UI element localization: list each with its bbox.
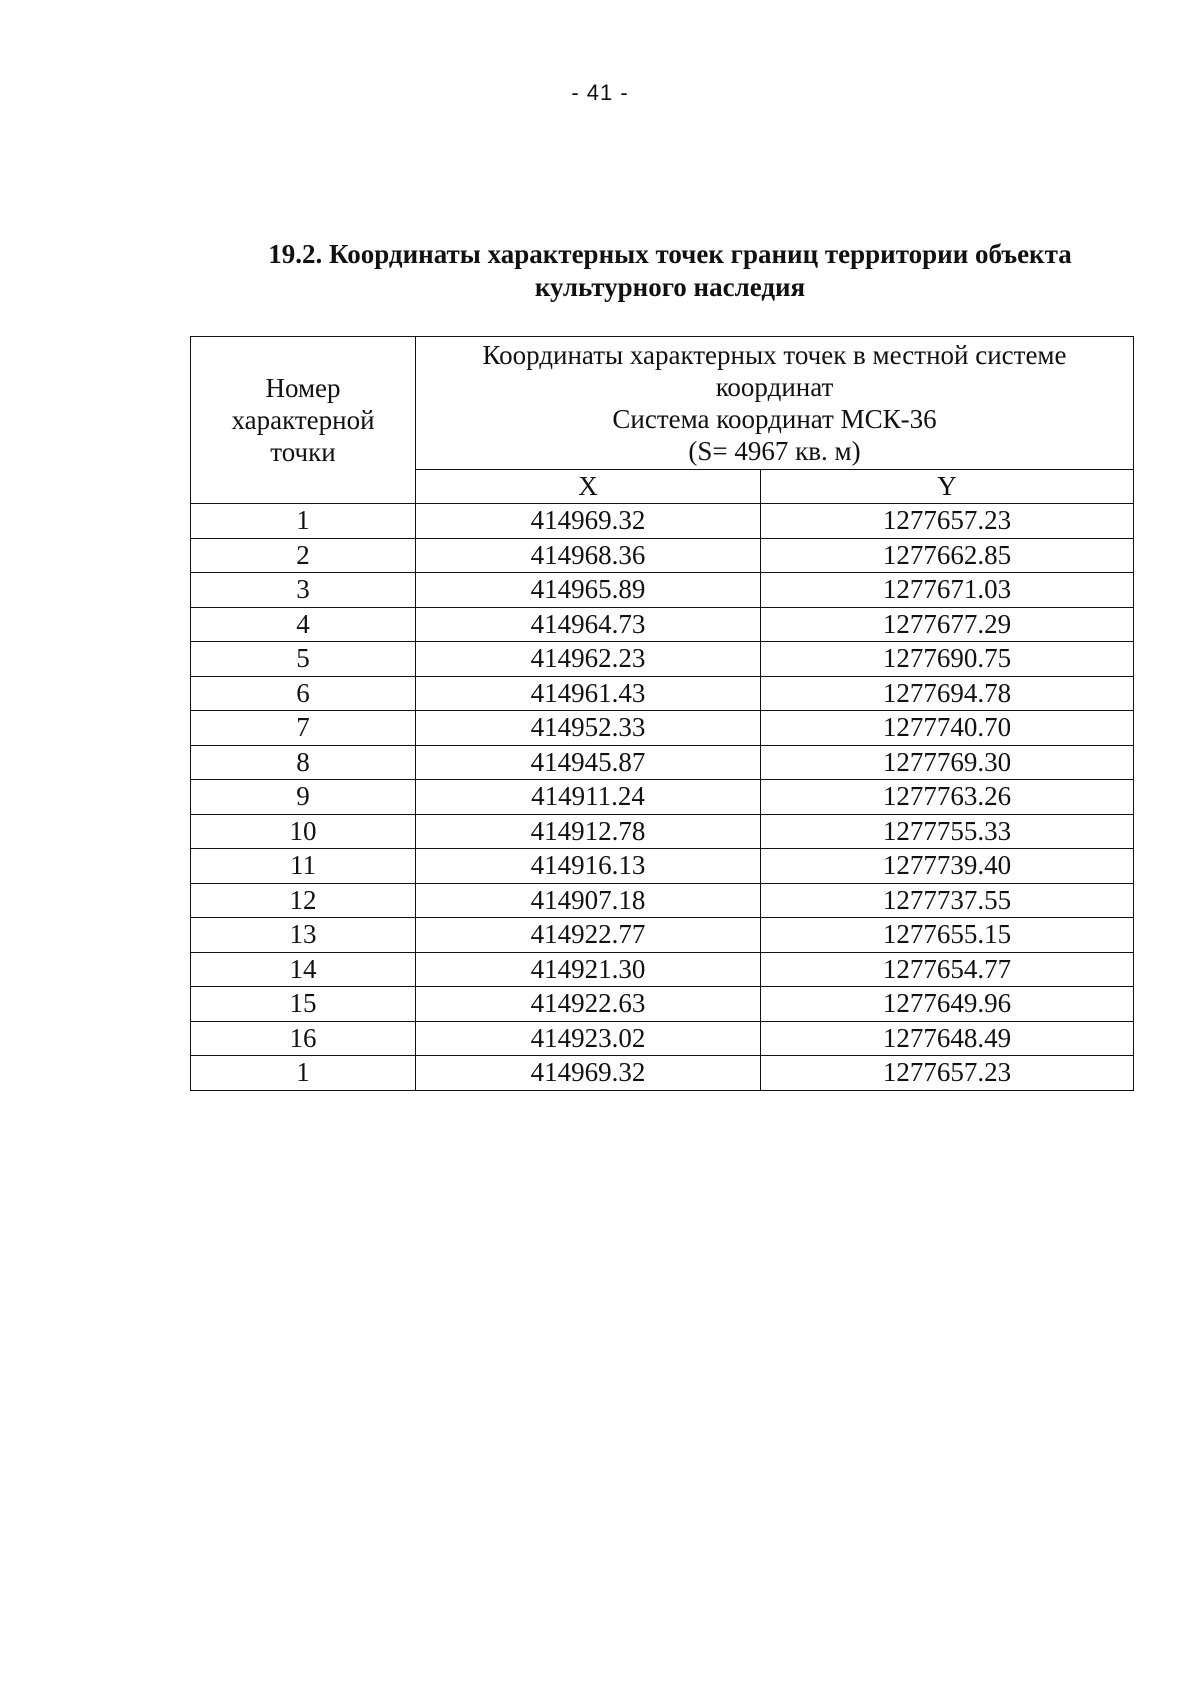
page-number: - 41 - bbox=[571, 80, 629, 105]
cell-point-number: 1 bbox=[191, 1056, 416, 1091]
cell-y: 1277739.40 bbox=[761, 849, 1134, 884]
cell-point-number: 16 bbox=[191, 1021, 416, 1056]
header-group-line-2: координат bbox=[715, 372, 834, 402]
cell-x: 414921.30 bbox=[416, 952, 761, 987]
table-row bbox=[191, 1056, 1134, 1091]
cell-y: 1277690.75 bbox=[761, 642, 1134, 677]
cell-point-number: 15 bbox=[191, 987, 416, 1022]
cell-y: 1277769.30 bbox=[761, 745, 1134, 780]
table-row bbox=[191, 780, 1134, 815]
header-point-number bbox=[191, 337, 416, 504]
cell-point-number: 13 bbox=[191, 918, 416, 953]
table-row bbox=[191, 504, 1134, 539]
table-row bbox=[191, 814, 1134, 849]
cell-x: 414969.32 bbox=[416, 504, 761, 539]
header-x: X bbox=[416, 470, 761, 504]
cell-x: 414969.32 bbox=[416, 1056, 761, 1091]
table-row bbox=[191, 642, 1134, 677]
cell-point-number: 14 bbox=[191, 952, 416, 987]
table-row bbox=[191, 952, 1134, 987]
cell-x: 414912.78 bbox=[416, 814, 761, 849]
cell-point-number: 7 bbox=[191, 711, 416, 746]
cell-point-number: 11 bbox=[191, 849, 416, 884]
cell-x: 414965.89 bbox=[416, 573, 761, 608]
header-group-line-3: Система координат МСК-36 bbox=[612, 404, 937, 434]
table-row bbox=[191, 987, 1134, 1022]
cell-x: 414962.23 bbox=[416, 642, 761, 677]
cell-point-number: 4 bbox=[191, 607, 416, 642]
heading-line-2: культурного наследия bbox=[534, 272, 806, 302]
table-row bbox=[191, 676, 1134, 711]
cell-point-number: 5 bbox=[191, 642, 416, 677]
table-row bbox=[191, 849, 1134, 884]
cell-x: 414964.73 bbox=[416, 607, 761, 642]
cell-point-number: 3 bbox=[191, 573, 416, 608]
cell-x: 414968.36 bbox=[416, 538, 761, 573]
cell-y: 1277655.15 bbox=[761, 918, 1134, 953]
table-row bbox=[191, 745, 1134, 780]
cell-y: 1277755.33 bbox=[761, 814, 1134, 849]
cell-point-number: 10 bbox=[191, 814, 416, 849]
heading-line-1: 19.2. Координаты характерных точек границ территории объекта bbox=[268, 239, 1072, 269]
cell-x: 414945.87 bbox=[416, 745, 761, 780]
cell-x: 414961.43 bbox=[416, 676, 761, 711]
cell-y: 1277763.26 bbox=[761, 780, 1134, 815]
cell-y: 1277648.49 bbox=[761, 1021, 1134, 1056]
cell-x: 414923.02 bbox=[416, 1021, 761, 1056]
cell-point-number: 12 bbox=[191, 883, 416, 918]
header-group-line-4: (S= 4967 кв. м) bbox=[688, 436, 861, 466]
header-num-line-3: точки bbox=[270, 437, 336, 467]
cell-y: 1277657.23 bbox=[761, 1056, 1134, 1091]
cell-y: 1277649.96 bbox=[761, 987, 1134, 1022]
cell-x: 414922.77 bbox=[416, 918, 761, 953]
cell-y: 1277740.70 bbox=[761, 711, 1134, 746]
cell-point-number: 9 bbox=[191, 780, 416, 815]
header-coordinates-group bbox=[416, 337, 1134, 470]
cell-x: 414922.63 bbox=[416, 987, 761, 1022]
table-row bbox=[191, 538, 1134, 573]
cell-y: 1277662.85 bbox=[761, 538, 1134, 573]
header-num-line-2: характерной bbox=[231, 405, 375, 435]
coordinates-table bbox=[190, 336, 1134, 1091]
cell-point-number: 6 bbox=[191, 676, 416, 711]
table-row bbox=[191, 573, 1134, 608]
cell-y: 1277737.55 bbox=[761, 883, 1134, 918]
cell-x: 414907.18 bbox=[416, 883, 761, 918]
header-row-1 bbox=[191, 337, 1134, 470]
cell-point-number: 2 bbox=[191, 538, 416, 573]
cell-y: 1277657.23 bbox=[761, 504, 1134, 539]
table-row bbox=[191, 883, 1134, 918]
cell-x: 414952.33 bbox=[416, 711, 761, 746]
table-row bbox=[191, 1021, 1134, 1056]
table-row bbox=[191, 607, 1134, 642]
table-row bbox=[191, 711, 1134, 746]
cell-y: 1277654.77 bbox=[761, 952, 1134, 987]
header-num-line-1: Номер bbox=[265, 373, 341, 403]
cell-x: 414916.13 bbox=[416, 849, 761, 884]
header-group-line-1: Координаты характерных точек в местной системе bbox=[482, 340, 1067, 370]
cell-x: 414911.24 bbox=[416, 780, 761, 815]
cell-y: 1277677.29 bbox=[761, 607, 1134, 642]
cell-y: 1277694.78 bbox=[761, 676, 1134, 711]
header-y: Y bbox=[761, 470, 1134, 504]
cell-point-number: 8 bbox=[191, 745, 416, 780]
section-heading bbox=[190, 238, 1150, 304]
table-row bbox=[191, 918, 1134, 953]
cell-y: 1277671.03 bbox=[761, 573, 1134, 608]
cell-point-number: 1 bbox=[191, 504, 416, 539]
